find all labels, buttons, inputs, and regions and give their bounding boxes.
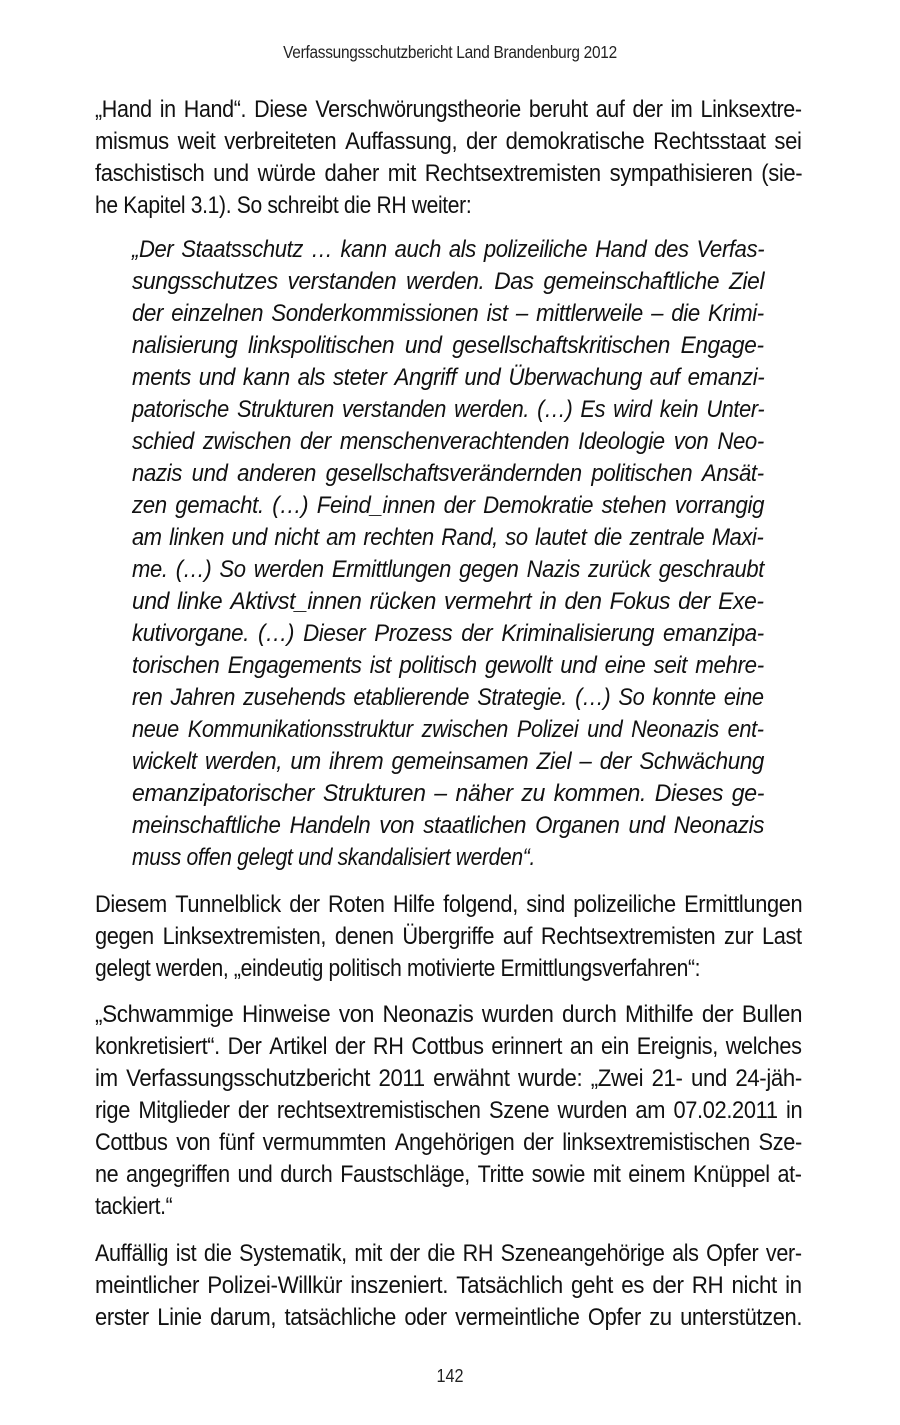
- text-line: „Schwammige Hinweise von Neonazis wurden durch Mithilfe der Bullen: [95, 1001, 803, 1028]
- quote-line: neue Kommunikationsstruktur zwischen Polizei und Neonazis ent-: [132, 716, 764, 743]
- quote-line: kutivorgane. (…) Dieser Prozess der Kriminalisierung emanzipa-: [132, 620, 764, 647]
- quote-line: meinschaftliche Handeln von staatlichen Organen und Neonazis: [132, 812, 765, 839]
- text-line: konkretisiert“. Der Artikel der RH Cottbus erinnert an ein Ereignis, welches: [95, 1033, 802, 1060]
- quote-line: ments und kann als steter Angriff und Überwachung auf emanzi-: [132, 364, 765, 391]
- text-line: gelegt werden, „eindeutig politisch motivierte Ermittlungsverfahren“:: [95, 955, 701, 982]
- quote-line: me. (…) So werden Ermittlungen gegen Nazis zurück geschraubt: [132, 556, 764, 583]
- page-number: 142: [436, 1366, 464, 1386]
- quote-line: schied zwischen der menschenverachtenden Ideologie von Neo-: [132, 428, 764, 455]
- text-line: erster Linie darum, tatsächliche oder vermeintliche Opfer zu unterstützen.: [95, 1304, 803, 1331]
- quote-line: der einzelnen Sonderkommissionen ist – mittlerweile – die Krimi-: [132, 300, 764, 327]
- quote-line: ren Jahren zusehends etablierende Strategie. (…) So konnte eine: [132, 684, 764, 711]
- text-line: gegen Linksextremisten, denen Übergriffe auf Rechtsextremisten zur Last: [95, 923, 802, 950]
- text-line: Auffällig ist die Systematik, mit der die RH Szeneangehörige als Opfer ver-: [95, 1240, 802, 1267]
- text-line: Diesem Tunnelblick der Roten Hilfe folgend, sind polizeiliche Ermittlungen: [95, 891, 803, 918]
- text-line: Cottbus von fünf vermummten Angehörigen der linksextremistischen Sze-: [95, 1129, 802, 1156]
- quote-line: torischen Engagements ist politisch gewollt und eine seit mehre-: [132, 652, 764, 679]
- quote-line: muss offen gelegt und skandalisiert werden“.: [132, 844, 535, 871]
- quote-line: wickelt werden, um ihrem gemeinsamen Ziel – der Schwächung: [132, 748, 765, 775]
- text-line: „Hand in Hand“. Diese Verschwörungstheorie beruht auf der im Linksextre-: [95, 96, 802, 123]
- quote-line: „Der Staatsschutz … kann auch als polizeiliche Hand des Verfas-: [132, 236, 765, 263]
- running-header: Verfassungsschutzbericht Land Brandenburg 2012: [283, 42, 617, 62]
- quote-line: nalisierung linkspolitischen und gesellschaftskritischen Engage-: [132, 332, 764, 359]
- text-line: mismus weit verbreiteten Auffassung, der demokratische Rechtsstaat sei: [95, 128, 802, 155]
- text-line: rige Mitglieder der rechtsextremistischen Szene wurden am 07.02.2011 in: [95, 1097, 803, 1124]
- quote-line: sungsschutzes verstanden werden. Das gemeinschaftliche Ziel: [132, 268, 765, 295]
- text-line: ne angegriffen und durch Faustschläge, Tritte sowie mit einem Knüppel at-: [95, 1161, 802, 1188]
- quote-line: patorische Strukturen verstanden werden. (…) Es wird kein Unter-: [132, 396, 765, 423]
- quote-line: am linken und nicht am rechten Rand, so lautet die zentrale Maxi-: [132, 524, 764, 551]
- text-line: im Verfassungsschutzbericht 2011 erwähnt wurde: „Zwei 21- und 24-jäh-: [95, 1065, 802, 1092]
- text-line: tackiert.“: [95, 1193, 173, 1220]
- quote-line: emanzipatorischer Strukturen – näher zu kommen. Dieses ge-: [132, 780, 765, 807]
- text-line: meintlicher Polizei-Willkür inszeniert. Tatsächlich geht es der RH nicht in: [95, 1272, 802, 1299]
- quote-line: und linke Aktivst_innen rücken vermehrt in den Fokus der Exe-: [132, 588, 764, 615]
- quote-line: zen gemacht. (…) Feind_innen der Demokratie stehen vorrangig: [132, 492, 765, 519]
- text-line: he Kapitel 3.1). So schreibt die RH weiter:: [95, 192, 472, 219]
- text-line: faschistisch und würde daher mit Rechtsextremisten sympathisieren (sie-: [95, 160, 803, 187]
- quote-line: nazis und anderen gesellschaftsverändernden politischen Ansät-: [132, 460, 764, 487]
